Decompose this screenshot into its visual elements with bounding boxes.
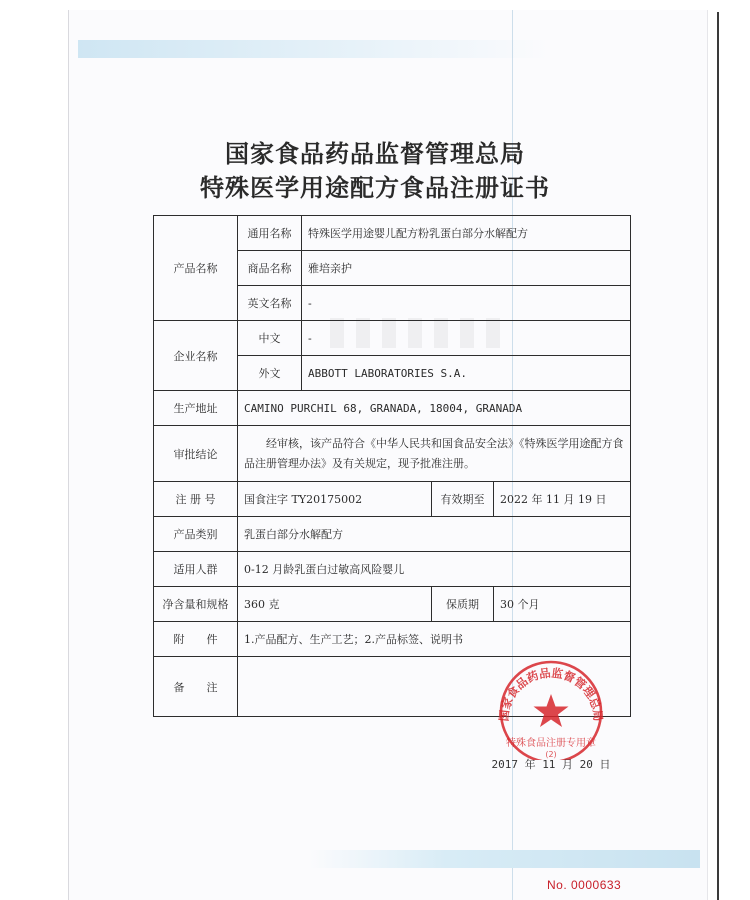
valid-until-label: 有效期至 bbox=[432, 482, 494, 517]
shelf-life-value: 30 个月 bbox=[494, 587, 631, 622]
attachments-label: 附 件 bbox=[154, 622, 238, 657]
table-row bbox=[154, 321, 631, 356]
seal-graphic bbox=[486, 660, 616, 760]
chinese-value: - bbox=[302, 321, 631, 356]
chinese-label: 中文 bbox=[238, 321, 302, 356]
table-row bbox=[154, 482, 631, 517]
attachments-value: 1.产品配方、生产工艺；2.产品标签、说明书 bbox=[238, 622, 631, 657]
issuer-title: 国家食品药品监督管理总局 bbox=[225, 139, 525, 168]
table-row bbox=[154, 517, 631, 552]
generic-name-label: 通用名称 bbox=[238, 216, 302, 251]
shelf-life-label: 保质期 bbox=[432, 587, 494, 622]
seal-number-text: (2) bbox=[545, 750, 557, 759]
english-name-value: - bbox=[302, 286, 631, 321]
registration-table bbox=[153, 215, 631, 717]
foreign-value: ABBOTT LABORATORIES S.A. bbox=[302, 356, 631, 391]
production-address-label: 生产地址 bbox=[154, 391, 238, 426]
approval-conclusion-value: 经审核，该产品符合《中华人民共和国食品安全法》《特殊医学用途配方食品注册管理办法》及有关规定，现予批准注册。 bbox=[238, 426, 631, 482]
target-group-label: 适用人群 bbox=[154, 552, 238, 587]
bottom-security-band bbox=[310, 850, 700, 868]
category-value: 乳蛋白部分水解配方 bbox=[238, 517, 631, 552]
top-security-band bbox=[78, 40, 548, 58]
brand-name-label: 商品名称 bbox=[238, 251, 302, 286]
registration-no-value: 国食注字 TY20175002 bbox=[238, 482, 432, 517]
table-row bbox=[154, 216, 631, 251]
star-icon bbox=[534, 694, 569, 727]
net-content-label: 净含量和规格 bbox=[154, 587, 238, 622]
generic-name-value: 特殊医学用途婴儿配方粉乳蛋白部分水解配方 bbox=[302, 216, 631, 251]
product-name-label: 产品名称 bbox=[154, 216, 238, 321]
certificate-title: 特殊医学用途配方食品注册证书 bbox=[200, 173, 550, 202]
english-name-label: 英文名称 bbox=[238, 286, 302, 321]
seal-purpose-text: 特殊食品注册专用章 bbox=[506, 738, 596, 749]
approval-conclusion-label: 审批结论 bbox=[154, 426, 238, 482]
table-row bbox=[154, 587, 631, 622]
target-group-value: 0-12 月龄乳蛋白过敏高风险婴儿 bbox=[238, 552, 631, 587]
serial-number: No. 0000633 bbox=[547, 878, 622, 892]
table-row bbox=[154, 552, 631, 587]
category-label: 产品类别 bbox=[154, 517, 238, 552]
company-name-label: 企业名称 bbox=[154, 321, 238, 391]
registration-no-label: 注 册 号 bbox=[154, 482, 238, 517]
table-row bbox=[154, 622, 631, 657]
table-row bbox=[154, 426, 631, 482]
table-row bbox=[154, 391, 631, 426]
remarks-label: 备 注 bbox=[154, 657, 238, 717]
valid-until-value: 2022 年 11 月 19 日 bbox=[494, 482, 631, 517]
foreign-label: 外文 bbox=[238, 356, 302, 391]
brand-name-value: 雅培亲护 bbox=[302, 251, 631, 286]
production-address-value: CAMINO PURCHIL 68, GRANADA, 18004, GRANADA bbox=[238, 391, 631, 426]
issue-date: 2017 年 11 月 20 日 bbox=[491, 758, 611, 771]
net-content-value: 360 克 bbox=[238, 587, 432, 622]
seal-issuer-text: 国家食品药品监督管理总局 bbox=[496, 665, 606, 722]
official-seal bbox=[486, 660, 616, 782]
